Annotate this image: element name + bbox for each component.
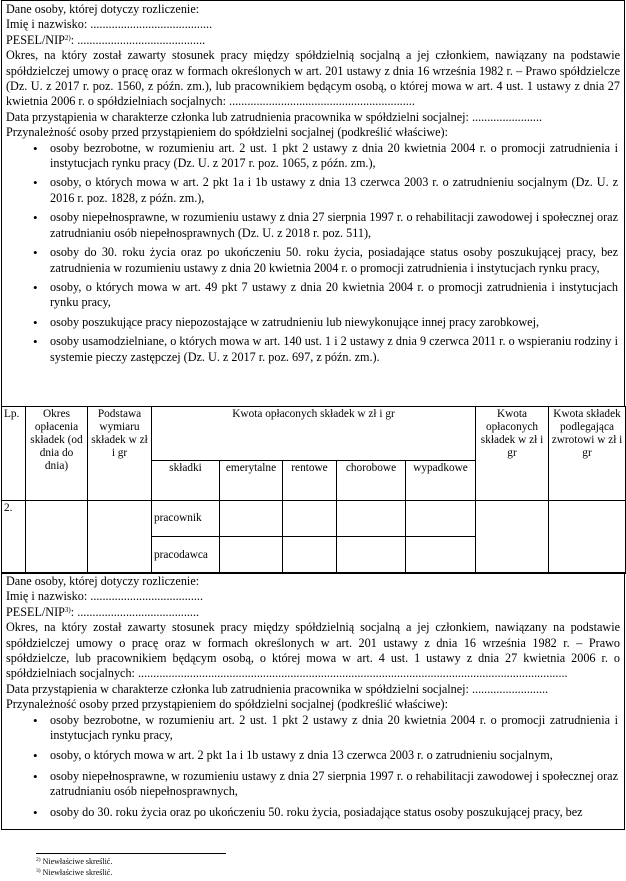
employment-period-text: Okres, na który został zawarty stosunek pracy między spółdzielnią socjalną a jej członkiem, nawiązany na podstawie spółdzielczej umowy o pracę oraz w formach określonych w art. 201 ustawy z dnia 16 września 1982 r. – Prawo spółdzielcze, lub pracownikiem będącym osobą, o której mowa w art. 4 ust. 1 ustawy z dnia 27 kwietnia 2006 r. o spółdzielniach socjalnych: ............................................................................................................................................. [6,620,620,681]
basis-header: Podstawa wymiaru składek w zł i gr [88,407,152,501]
pesel-field: PESEL/NIP$^{3)}$: ........................................ [6,604,200,619]
list-item: • osoby, o których mowa w art. 2 pkt 1a i 1b ustawy z dnia 13 czerwca 2003 r. o zatrudnieniu socjalnym, [6,748,620,763]
period-cell[interactable] [26,501,88,574]
list-item: • osoby poszukujące pracy niepozostające w zatrudnieniu lub niewykonujące innej pracy zarobkowej, [6,315,620,330]
sub-header: emerytalne [220,461,283,501]
value-cell[interactable] [220,537,283,574]
list-item: • osoby, o których mowa w art. 2 pkt 1a i 1b ustawy z dnia 13 czerwca 2003 r. o zatrudnieniu socjalnym (Dz. U. z 2016 r. poz. 1828, z późn. zm.), [6,175,620,206]
value-cell[interactable] [337,537,406,574]
join-date-field: Data przystąpienia w charakterze członka lub zatrudnienia pracownika w spółdzielni socjalnej: ....................... [6,109,543,124]
affiliation-list [6,141,620,365]
paid-contributions-header: Kwota opłaconych składek w zł i gr [476,407,549,501]
affiliation-heading: Przynależność osoby przed przystąpieniem do spółdzielni socjalnej (podkreślić właściwe): [6,697,448,712]
value-cell[interactable] [283,537,337,574]
period-header: Okres opłacenia składek (od dnia do dnia) [26,407,88,501]
name-field: Imię i nazwisko: ..................................... [6,589,204,604]
value-cell[interactable] [220,501,283,537]
affiliation-heading: Przynależność osoby przed przystąpieniem do spółdzielni socjalnej (podkreślić właściwe): [6,125,448,140]
paid-amount-header: Kwota opłaconych składek w zł i gr [152,407,476,461]
value-cell[interactable] [283,501,337,537]
name-field: Imię i nazwisko: ........................................ [6,17,213,32]
row-lp: 2. [2,501,26,574]
refund-header: Kwota składek podlegająca zwrotowi w zł i gr [549,407,626,501]
paid-cell[interactable] [476,501,549,574]
lp-header: Lp. [2,407,26,501]
footnote: $^{2)}$ Niewłaściwe skreślić. [36,857,113,866]
employee-label: pracownik [152,501,220,537]
basis-cell[interactable] [88,501,152,574]
list-item: • osoby usamodzielniane, o których mowa w art. 140 ust. 1 i 2 ustawy z dnia 9 czerwca 2011 r. o wspieraniu rodziny i systemie pieczy zastępczej (Dz. U. z 2017 r. poz. 697, z późn. zm.). [6,334,620,365]
list-item: • osoby bezrobotne, w rozumieniu art. 2 ust. 1 pkt 2 ustawy z dnia 20 kwietnia 2004 r. o promocji zatrudnienia i instytucjach rynku pracy, [6,713,620,744]
contributions-table [1,406,626,574]
sub-header: wypadkowe [406,461,476,501]
value-cell[interactable] [406,501,476,537]
section-heading: Dane osoby, której dotyczy rozliczenie: [6,574,200,588]
affiliation-list [6,713,620,820]
value-cell[interactable] [337,501,406,537]
list-item: • osoby bezrobotne, w rozumieniu art. 2 ust. 1 pkt 2 ustawy z dnia 20 kwietnia 2004 r. o promocji zatrudnienia i instytucjach rynku pracy (Dz. U. z 2017 r. poz. 1065, z późn. zm.), [6,141,620,172]
refund-cell[interactable] [549,501,626,574]
sub-header: chorobowe [337,461,406,501]
footnote-ref: 2) [64,33,71,42]
join-date-field: Data przystąpienia w charakterze członka lub zatrudnienia pracownika w spółdzielni socjalnej: ......................... [6,681,549,696]
employment-period-text: Okres, na który został zawarty stosunek pracy między spółdzielnią socjalną a jej członkiem, nawiązany na podstawie spółdzielczej umowy o pracę oraz w formach określonych w art. 201 ustawy z dnia 16 września 1982 r. – Prawo spółdzielcze (Dz. U. z 2017 r. poz. 1560, z późn. zm.), lub pracownikiem będącym osobą, o której mowa w art. 4 ust. 1 ustawy z dnia 27 kwietnia 2006 r. o spółdzielniach socjalnych: ............................................................. [6,48,620,109]
list-item: • osoby do 30. roku życia oraz po ukończeniu 50. roku życia, posiadające status osoby poszukującej pracy, bez [6,805,620,820]
person-data-section-2 [1,572,625,830]
value-cell[interactable] [406,537,476,574]
list-item: • osoby niepełnosprawne, w rozumieniu ustawy z dnia 27 sierpnia 1997 r. o rehabilitacji zawodowej i społecznej oraz zatrudnianiu osób niepełnosprawnych, [6,769,620,800]
list-item: • osoby niepełnosprawne, w rozumieniu ustawy z dnia 27 sierpnia 1997 r. o rehabilitacji zawodowej i społecznej oraz zatrudnianiu osób niepełnosprawnych (Dz. U. z 2018 r. poz. 511), [6,210,620,241]
sub-header: rentowe [283,461,337,501]
list-item: • osoby, o których mowa w art. 49 pkt 7 ustawy z dnia 20 kwietnia 2004 r. o promocji zatrudnienia i instytucjach rynku pracy, [6,280,620,311]
section-heading: Dane osoby, której dotyczy rozliczenie: [6,2,200,16]
footnote-divider [36,853,226,854]
person-data-section-1 [1,0,625,407]
sub-header: składki [152,461,220,501]
list-item: • osoby do 30. roku życia oraz po ukończeniu 50. roku życia, posiadające status osoby poszukującej pracy, bez zatrudnienia w rozumieniu ustawy z dnia 20 kwietnia 2004 r. o promocji zatrudnienia i instytucjach rynku pracy, [6,245,620,276]
footnote-ref: 3) [64,605,71,614]
pesel-field: PESEL/NIP$^{2)}$: .......................................... [6,32,206,47]
footnote: $^{3)}$ Niewłaściwe skreślić. [36,868,113,877]
employer-label: pracodawca [152,537,220,574]
